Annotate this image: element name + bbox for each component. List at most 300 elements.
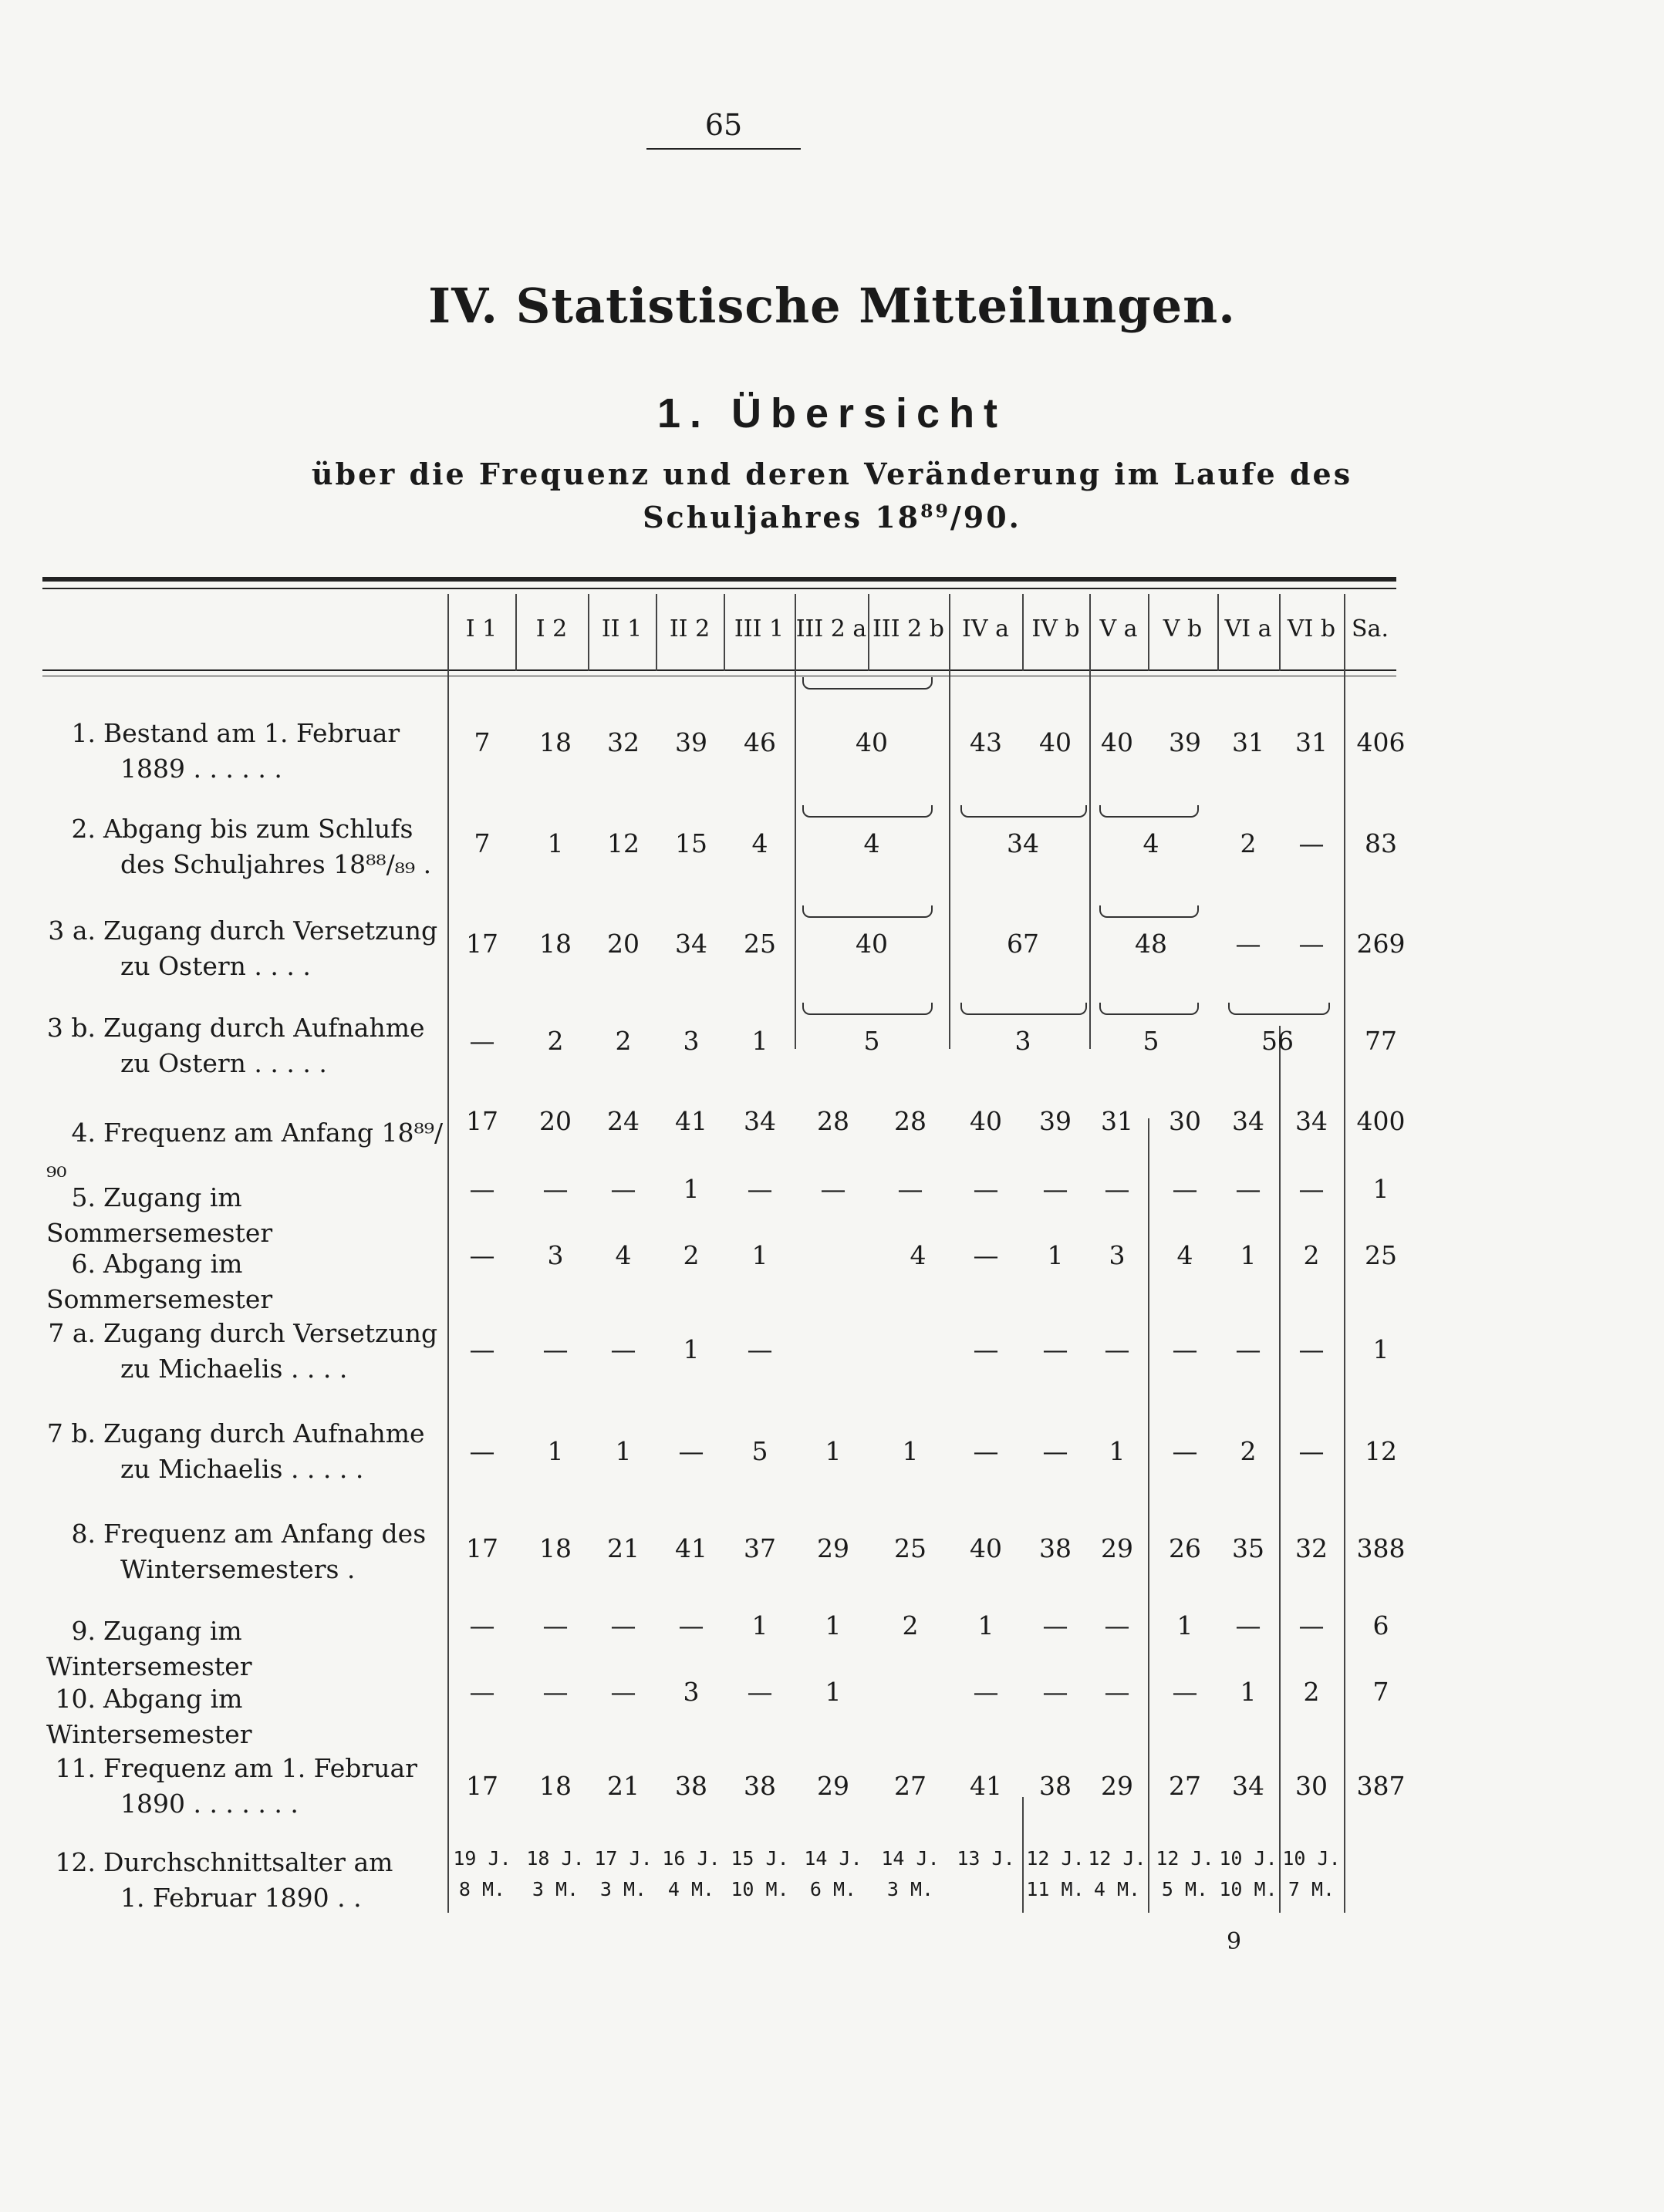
merge-brace [802,677,933,690]
table-cell: 2 [902,1610,919,1640]
row-number: 5. [71,1182,96,1212]
column-header: III 2 b [873,615,944,642]
table-cell: 24 [607,1106,640,1136]
table-cell: — [1298,929,1325,959]
row-label-line1: Abgang bis zum Schlufs [103,814,413,844]
table-cell: 17 [466,1106,498,1136]
table-cell: — [469,1174,495,1204]
table-cell: 4 [1143,828,1159,858]
age-cell [592,1843,654,1905]
row-label [46,716,447,787]
table-cell: — [973,1334,999,1364]
table-cell: — [1298,1610,1325,1640]
column-divider [1022,1797,1024,1913]
table-cell: — [678,1610,704,1640]
table-cell: 1 [1240,1240,1257,1270]
table-cell: 1 [547,828,564,858]
column-divider [868,594,869,671]
column-header: I 1 [465,615,498,642]
table-cell: 1 [902,1436,919,1466]
row-number: 6. [71,1249,96,1279]
sub-heading: 1. Übersicht [656,390,1008,437]
table-cell: 18 [539,1771,572,1801]
row-label-line2: 1889 . . . . . . [120,754,282,784]
column-divider [1148,1118,1149,1913]
age-part: 12 J. [1026,1847,1085,1870]
table-cell: 31 [1232,727,1264,757]
description-suffix: . [1008,500,1021,534]
table-cell: 17 [466,1771,498,1801]
row-label [46,1613,447,1684]
table-cell: 1 [825,1610,842,1640]
table-cell: 21 [607,1533,640,1563]
age-part: 13 J. [957,1847,1015,1870]
table-cell: 40 [1039,727,1072,757]
age-part: 14 J. [804,1847,862,1870]
table-cell: — [1172,1174,1198,1204]
table-cell: 3 [1109,1240,1126,1270]
table-cell: — [820,1174,846,1204]
page-number-rule [646,148,801,150]
column-divider [1344,671,1345,1913]
table-cell: 41 [675,1533,707,1563]
column-divider [795,671,796,1049]
table-cell: — [973,1174,999,1204]
row-label-line2: 1890 . . . . . . . [120,1789,299,1819]
table-cell: — [678,1436,704,1466]
table-cell: 31 [1101,1106,1133,1136]
table-cell: 43 [970,727,1002,757]
table-cell: 1 [1109,1436,1126,1466]
main-heading: IV. Statistische Mitteilungen. [428,278,1236,334]
table-cell: 7 [474,828,491,858]
table-cell: 41 [970,1771,1002,1801]
column-header: III 2 a [795,615,867,642]
table-cell: 34 [1232,1771,1264,1801]
table-cell: 20 [539,1106,572,1136]
table-cell: 3 [1014,1026,1031,1056]
age-part: 4 M. [1093,1878,1141,1900]
table-cell: 1 [751,1610,768,1640]
table-cell: 25 [894,1533,927,1563]
table-cell: 39 [675,727,707,757]
table-cell: — [1235,1334,1261,1364]
row-label-line1: Zugang durch Aufnahme [103,1418,425,1448]
column-header: IV b [1031,615,1080,642]
column-divider [1279,594,1281,671]
row-number: 3 a. [48,915,96,946]
row-label-line2: 1. Februar 1890 . . [120,1883,362,1913]
table-cell: 40 [856,727,888,757]
table-cell: 1 [615,1436,632,1466]
table-cell: — [469,1610,495,1640]
description-sup: 89 [920,500,950,522]
table-cell: 400 [1356,1106,1406,1136]
table-cell: 3 [547,1240,564,1270]
column-header: VI b [1287,615,1336,642]
table-cell: — [973,1240,999,1270]
table-cell: — [747,1174,773,1204]
table-cell: 1 [751,1026,768,1056]
description-line-1: über die Frequenz und deren Veränderung im Laufe des [311,457,1353,491]
table-cell: 1 [1176,1610,1193,1640]
table-cell: 26 [1169,1533,1201,1563]
column-divider [724,594,725,671]
merge-brace [1099,1003,1199,1015]
table-cell: 3 [683,1026,700,1056]
table-cell: 29 [1101,1533,1133,1563]
table-cell: 38 [675,1771,707,1801]
row-label [46,1180,447,1251]
table-cell: 388 [1356,1533,1406,1563]
age-part: 4 M. [667,1878,715,1900]
column-divider [949,594,950,671]
column-header: VI a [1224,615,1272,642]
table-cell: — [973,1436,999,1466]
age-part: 19 J. [453,1847,511,1870]
age-cell [525,1843,586,1905]
row-label-line1: Frequenz am Anfang des [103,1519,427,1549]
table-cell: 1 [683,1174,700,1204]
table-cell: 21 [607,1771,640,1801]
table-cell: 34 [1295,1106,1328,1136]
table-cell: — [1042,1436,1068,1466]
table-cell: — [1104,1334,1130,1364]
age-cell [879,1843,941,1905]
age-part: 11 M. [1026,1878,1085,1900]
row-label-line2: zu Michaelis . . . . [120,1354,348,1384]
age-part: 12 J. [1088,1847,1146,1870]
table-cell: 40 [970,1106,1002,1136]
table-cell: — [1298,828,1325,858]
table-cell: — [610,1677,636,1707]
table-cell: — [1172,1677,1198,1707]
table-cell: — [542,1334,569,1364]
table-cell: 18 [539,727,572,757]
table-cell: 46 [744,727,776,757]
table-cell: 2 [683,1240,700,1270]
table-cell: 5 [1143,1026,1159,1056]
table-cell: — [610,1174,636,1204]
row-label [46,1115,447,1186]
table-cell: — [1104,1174,1130,1204]
merge-brace [960,805,1087,818]
row-number: 11. [55,1753,96,1783]
table-cell: 2 [615,1026,632,1056]
table-cell: 17 [466,1533,498,1563]
age-cell [1217,1843,1279,1905]
row-label-line2: Wintersemesters . [120,1554,356,1584]
table-cell: 30 [1169,1106,1201,1136]
column-header: I 2 [535,615,568,642]
column-header: Sa. [1352,615,1389,642]
column-divider [515,594,517,671]
table-cell: 20 [607,929,640,959]
table-cell: 1 [683,1334,700,1364]
table-cell: 3 [683,1677,700,1707]
row-label-line2: zu Ostern . . . . [120,951,311,981]
table-cell: 30 [1295,1771,1328,1801]
table-cell: 31 [1295,727,1328,757]
table-cell: 2 [1303,1240,1320,1270]
column-header: V a [1099,615,1138,642]
table-cell: 41 [675,1106,707,1136]
table-cell: 67 [1007,929,1039,959]
column-divider [949,671,950,1049]
table-cell: — [1104,1610,1130,1640]
table-cell: 4 [1176,1240,1193,1270]
column-divider [656,594,657,671]
row-label-line2: des Schuljahres 18⁸⁸/₈₉ . [120,849,432,879]
table-cell: 28 [817,1106,849,1136]
description-prefix: Schuljahres 18 [643,500,921,534]
description-line-2: Schuljahres $18^{89}/90$. [643,500,1021,534]
row-label [46,1316,447,1387]
table-cell: 4 [910,1240,927,1270]
table-cell: — [1172,1436,1198,1466]
row-label-line1: Abgang im Wintersemester [46,1684,252,1749]
table-cell: — [1172,1334,1198,1364]
table-cell: — [1298,1334,1325,1364]
table-cell: 4 [751,828,768,858]
row-label [46,1681,447,1752]
table-cell: 15 [675,828,707,858]
column-divider [1217,594,1219,671]
table-cell: 28 [894,1106,927,1136]
table-cell: — [747,1334,773,1364]
table-cell: — [1235,929,1261,959]
row-number: 2. [71,814,96,844]
age-part: 10 J. [1282,1847,1341,1870]
table-cell: 34 [1232,1106,1264,1136]
column-header: II 2 [669,615,710,642]
table-cell: 29 [1101,1771,1133,1801]
row-label-line1: Frequenz am 1. Februar [103,1753,417,1783]
table-cell: 40 [970,1533,1002,1563]
row-label [46,913,447,984]
table-cell: 83 [1365,828,1397,858]
table-cell: 29 [817,1771,849,1801]
table-cell: 406 [1356,727,1406,757]
age-cell [1281,1843,1342,1905]
age-cell [1024,1843,1086,1905]
table-cell: — [1298,1174,1325,1204]
row-number: 12. [55,1847,96,1877]
table-cell: 27 [894,1771,927,1801]
table-cell: — [469,1026,495,1056]
table-cell: — [973,1677,999,1707]
table-cell: 12 [607,828,640,858]
column-divider [447,671,449,1913]
age-cell [802,1843,864,1905]
table-top-rule-thin [42,588,1396,589]
table-cell: 1 [1240,1677,1257,1707]
age-part: 6 M. [809,1878,857,1900]
row-number: 1. [71,718,96,748]
row-label [46,1010,447,1081]
age-cell [1154,1843,1216,1905]
table-cell: 5 [751,1436,768,1466]
table-top-rule-thick [42,577,1396,582]
table-cell: 1 [751,1240,768,1270]
row-label [46,1416,447,1487]
row-label-line1: Zugang durch Versetzung [103,915,438,946]
age-part: 10 M. [1219,1878,1278,1900]
column-divider [1148,594,1149,671]
table-cell: 38 [1039,1771,1072,1801]
row-number: 7 a. [48,1318,96,1348]
row-number: 3 b. [46,1013,96,1043]
table-cell: 18 [539,929,572,959]
row-label-line2: zu Michaelis . . . . . [120,1454,364,1484]
footer-signature: 9 [1227,1928,1242,1955]
table-cell: — [1298,1436,1325,1466]
table-cell: 27 [1169,1771,1201,1801]
header-bottom-rule [42,669,1396,671]
table-cell: — [1042,1334,1068,1364]
table-cell: 7 [474,727,491,757]
table-cell: — [610,1334,636,1364]
age-part: 5 M. [1161,1878,1209,1900]
table-cell: 34 [675,929,707,959]
table-cell: 35 [1232,1533,1264,1563]
table-cell: — [1235,1174,1261,1204]
table-cell: — [897,1174,923,1204]
age-part: 10 J. [1219,1847,1278,1870]
merge-brace [802,905,933,918]
table-cell: 38 [1039,1533,1072,1563]
table-cell: 39 [1039,1106,1072,1136]
age-part: 12 J. [1156,1847,1214,1870]
row-label-line1: Zugang durch Aufnahme [103,1013,425,1043]
table-cell: 34 [744,1106,776,1136]
row-label-line1: Bestand am 1. Februar [103,718,400,748]
table-cell: — [542,1610,569,1640]
table-cell: 5 [863,1026,880,1056]
age-cell [955,1843,1017,1874]
age-cell [1086,1843,1148,1905]
table-cell: 387 [1356,1771,1406,1801]
table-cell: 17 [466,929,498,959]
row-label-line1: Zugang im Sommersemester [46,1182,273,1248]
age-cell [660,1843,722,1905]
column-header: V b [1163,615,1203,642]
table-cell: 2 [1240,1436,1257,1466]
row-number: 8. [71,1519,96,1549]
merge-brace [1099,805,1199,818]
table-cell: — [1042,1677,1068,1707]
table-cell: — [469,1436,495,1466]
table-cell: 29 [817,1533,849,1563]
age-part: 3 M. [532,1878,579,1900]
table-cell: 56 [1261,1026,1294,1056]
table-cell: 34 [1007,828,1039,858]
age-part: 8 M. [458,1878,506,1900]
table-cell: — [1042,1610,1068,1640]
table-cell: — [542,1677,569,1707]
merge-brace [1228,1003,1330,1015]
table-cell: 1 [547,1436,564,1466]
table-cell: 269 [1356,929,1406,959]
table-cell: 1 [825,1677,842,1707]
table-cell: 37 [744,1533,776,1563]
description-sub: 90 [963,500,1009,534]
table-cell: — [1104,1677,1130,1707]
table-cell: 38 [744,1771,776,1801]
column-header: II 1 [601,615,643,642]
merge-brace [1099,905,1199,918]
table-cell: — [1235,1610,1261,1640]
table-cell: 2 [547,1026,564,1056]
table-cell: 25 [1365,1240,1397,1270]
table-cell: 2 [1240,828,1257,858]
table-cell: 32 [607,727,640,757]
row-label-line2: zu Ostern . . . . . [120,1048,327,1078]
table-cell: 1 [977,1610,994,1640]
merge-brace [802,805,933,818]
age-part: 3 M. [599,1878,647,1900]
row-label-line1: Zugang durch Versetzung [103,1318,438,1348]
row-label [46,1516,447,1587]
age-part: 15 J. [731,1847,789,1870]
row-label-line1: Frequenz am Anfang 18⁸⁹/₉₀ [46,1118,444,1183]
age-part: 17 J. [594,1847,653,1870]
merge-brace [802,1003,933,1015]
table-cell: 6 [1372,1610,1389,1640]
table-cell: — [542,1174,569,1204]
table-cell: — [610,1610,636,1640]
age-cell [451,1843,513,1905]
table-cell: 1 [1372,1174,1389,1204]
age-part: 10 M. [731,1878,789,1900]
age-part: 7 M. [1288,1878,1335,1900]
table-cell: 2 [1303,1677,1320,1707]
row-label [46,1246,447,1317]
row-label [46,1845,447,1916]
age-part: 3 M. [886,1878,934,1900]
table-cell: 40 [1101,727,1133,757]
row-label [46,811,447,882]
row-label-line1: Abgang im Sommersemester [46,1249,273,1314]
table-cell: — [1042,1174,1068,1204]
column-divider [588,594,589,671]
table-cell: 4 [615,1240,632,1270]
table-cell: 48 [1135,929,1167,959]
table-cell: 1 [1372,1334,1389,1364]
age-part: 16 J. [662,1847,721,1870]
row-number: 7 b. [46,1418,96,1448]
row-label-line1: Zugang im Wintersemester [46,1616,252,1681]
age-cell [729,1843,791,1905]
table-cell: 18 [539,1533,572,1563]
table-cell: 4 [863,828,880,858]
table-cell: — [469,1677,495,1707]
table-cell: 1 [825,1436,842,1466]
table-cell: 32 [1295,1533,1328,1563]
table-cell: 77 [1365,1026,1397,1056]
column-header: III 1 [734,615,785,642]
table-cell: 1 [1047,1240,1064,1270]
table-cell: — [469,1334,495,1364]
column-divider [1089,594,1091,671]
table-cell: 40 [856,929,888,959]
table-cell: 25 [744,929,776,959]
row-number: 10. [55,1684,96,1714]
row-number: 9. [71,1616,96,1646]
page-number: 65 [704,108,743,142]
table-cell: — [747,1677,773,1707]
column-divider [1344,594,1345,671]
